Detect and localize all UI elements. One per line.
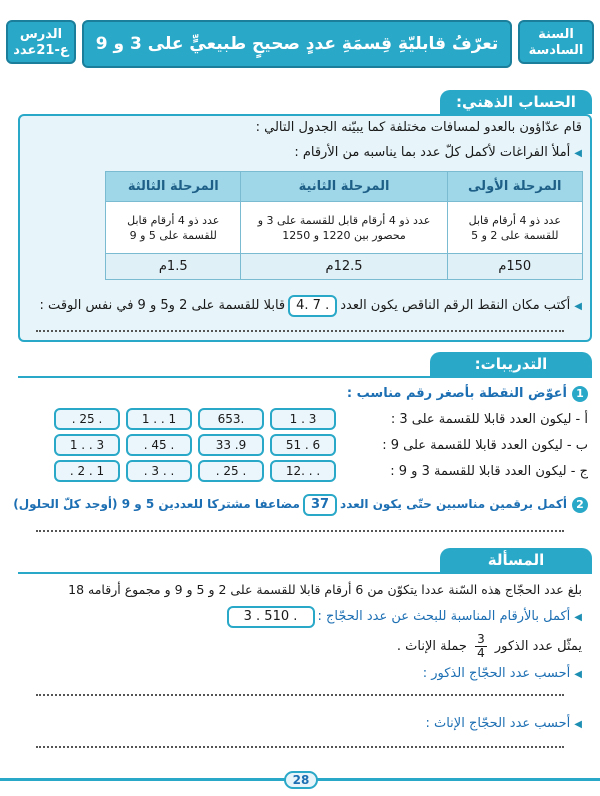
problem-task-1: [224, 606, 583, 628]
exercise-2-text: أكمل برقمين مناسبين حتّى يكون العدد: [340, 497, 567, 511]
section-tab-problem: المسألة: [440, 548, 592, 572]
problem-task-3-text: أحسب عدد الحجّاج الإناث :: [425, 716, 571, 731]
bullet-icon: ◀: [574, 612, 582, 623]
lesson-label: الدرس: [19, 27, 63, 42]
exercise-number: 2: [572, 497, 588, 513]
problem-fraction-line: [397, 632, 582, 662]
mental-task2-text: أكتب مكان النقط الرقم الناقص يكون العدد: [340, 298, 571, 313]
section-tab-exercises: التدريبات:: [430, 352, 592, 376]
exercise-2-prompt: [13, 494, 588, 516]
divider: [18, 572, 592, 574]
problem-task-2: [423, 664, 582, 685]
answer-pill[interactable]: 51 . 6: [270, 434, 336, 456]
exercise-1-prompt: [347, 384, 588, 404]
mental-intro: قام عدّاؤون بالعدو لمسافات مختلفة كما يبيّنه الجدول التالي :: [255, 120, 582, 135]
exercise-1-text: أعوّض النقطة بأصغر رقم مناسب :: [346, 386, 567, 401]
answer-pill[interactable]: . 2 . 1: [54, 460, 120, 482]
answer-line[interactable]: [36, 530, 564, 532]
mental-task-text: أملأ الفراغات لأكمل كلّ عدد بما يناسبه من الأرقام :: [294, 145, 571, 160]
exercise-row-label: ج - ليكون العدد قابلا للقسمة 3 و 9 :: [390, 464, 588, 479]
bullet-icon: ◀: [574, 719, 582, 730]
answer-pill[interactable]: 653.: [198, 408, 264, 430]
answer-pill[interactable]: 12. . .: [270, 460, 336, 482]
answer-pill[interactable]: . 25 .: [198, 460, 264, 482]
answer-pill[interactable]: 1 . 3: [270, 408, 336, 430]
grade-badge: [518, 20, 594, 64]
exercise-row-label: أ - ليكون العدد قابلا للقسمة على 3 :: [390, 412, 588, 427]
table-cell: عدد ذو 4 أرقام قابل للقسمة على 5 و 9: [106, 202, 241, 254]
fraction-suffix: جملة الإناث .: [396, 639, 467, 654]
answer-pill[interactable]: 1 . . 3: [54, 434, 120, 456]
answer-cell[interactable]: 12.5م: [241, 254, 447, 280]
exercise-number: 1: [572, 386, 588, 402]
answer-pill[interactable]: 1 . . 1: [126, 408, 192, 430]
lesson-title: تعرّفُ قابليّةِ قِسمَةِ عددٍ صحيحٍ طبيعيٍّ على 3 و 9: [82, 20, 512, 68]
answer-line[interactable]: [36, 330, 564, 332]
problem-statement: بلغ عدد الحجّاج هذه السّنة عددا يتكوّن من 6 أرقام قابلا للقسمة على 2 و 5 و 9 و مجموع أرقامه 18: [68, 582, 582, 597]
answer-pill[interactable]: . 45 .: [126, 434, 192, 456]
problem-task-3: [425, 714, 582, 735]
stages-table: [105, 171, 583, 280]
answer-box[interactable]: 3 . 510 .: [227, 606, 315, 628]
problem-task-2-text: أحسب عدد الحجّاج الذكور :: [422, 666, 571, 681]
mental-task2: [40, 295, 582, 317]
lesson-badge: [6, 20, 76, 64]
fraction-prefix: يمثّل عدد الذكور: [494, 639, 582, 654]
bullet-icon: ◀: [574, 148, 582, 159]
divider: [18, 376, 592, 378]
mental-task: [294, 143, 582, 164]
table-header: المرحلة الثانية: [241, 172, 447, 202]
answer-pill[interactable]: 33 .9: [198, 434, 264, 456]
answer-pill[interactable]: . 3 . .: [126, 460, 192, 482]
answer-pill[interactable]: . 25 .: [54, 408, 120, 430]
mental-task2-text-end: قابلا للقسمة على 2 و5 و 9 في نفس الوقت :: [39, 298, 286, 313]
problem-task-1-text: أكمل بالأرقام المناسبة للبحث عن عدد الحجّاج :: [317, 609, 571, 624]
fraction-denominator: 4: [477, 646, 485, 660]
table-header: المرحلة الأولى: [447, 172, 582, 202]
page-number: 28: [284, 771, 318, 789]
answer-line[interactable]: [36, 694, 564, 696]
answer-box[interactable]: 37: [303, 494, 337, 516]
lesson-code: ع-21عدد: [13, 43, 69, 58]
answer-cell[interactable]: 1.5م: [106, 254, 241, 280]
exercise-row-label: ب - ليكون العدد قابلا للقسمة على 9 :: [382, 438, 588, 453]
table-cell: عدد ذو 4 أرقام قابل للقسمة على 2 و 5: [447, 202, 582, 254]
fraction-numerator: 3: [477, 632, 485, 646]
section-tab-mental: الحساب الذهني:: [440, 90, 592, 114]
table-cell: عدد ذو 4 أرقام قابل للقسمة على 3 و محصور بين 1220 و 1250: [241, 202, 447, 254]
answer-line[interactable]: [36, 746, 564, 748]
grade-line1: السنة: [538, 27, 574, 42]
grade-line2: السادسة: [528, 43, 584, 58]
bullet-icon: ◀: [574, 669, 582, 680]
answer-cell[interactable]: 150م: [447, 254, 582, 280]
fraction: [475, 633, 487, 660]
table-header: المرحلة الثالثة: [106, 172, 241, 202]
answer-box[interactable]: 4. 7 .: [288, 295, 337, 317]
exercise-2-text-end: مضاعفا مشتركا للعددين 5 و 9 (أوجد كلّ الحلول): [13, 497, 300, 511]
bullet-icon: ◀: [574, 301, 582, 312]
